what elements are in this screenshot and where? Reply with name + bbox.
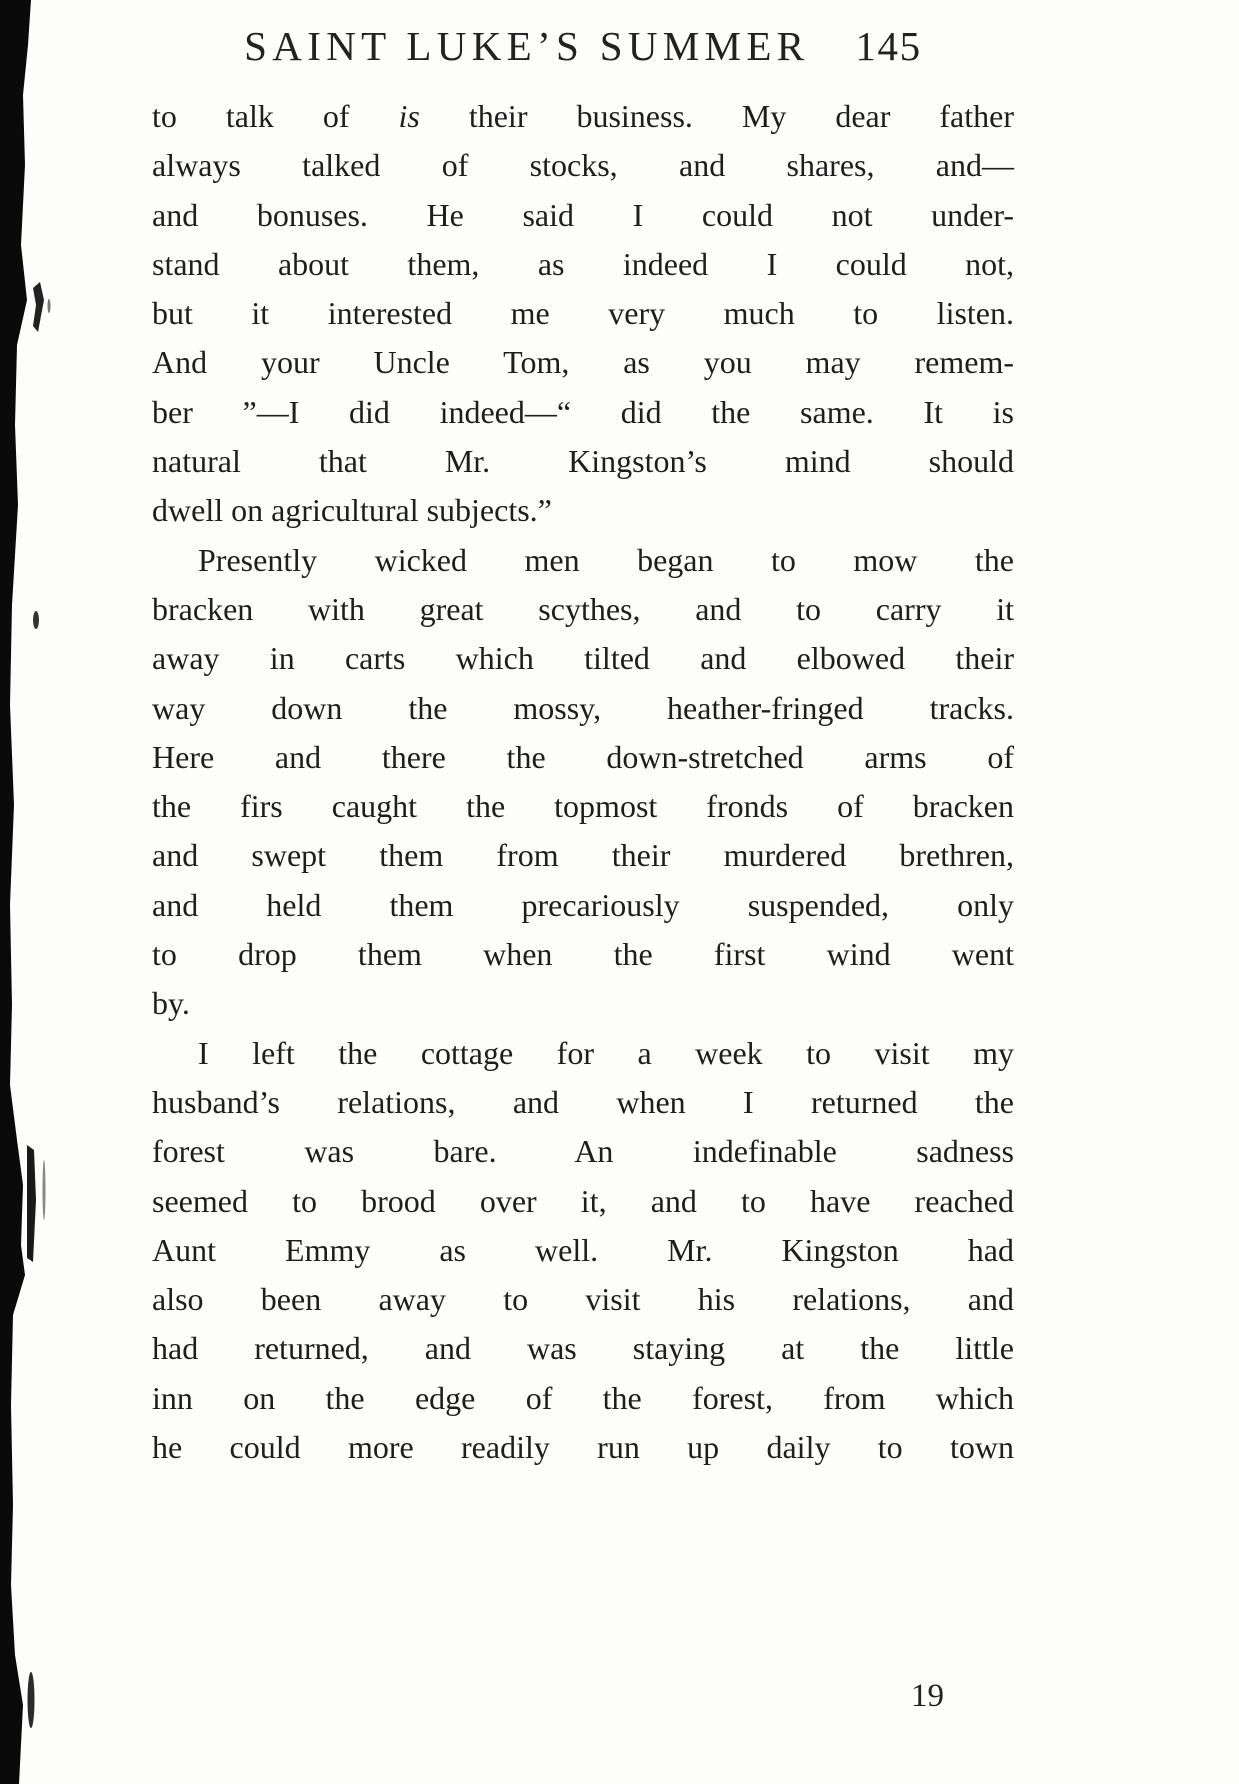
body-text [152, 92, 1014, 1472]
text-line: way down the mossy, heather-fringed tracks. [152, 689, 1014, 726]
text-line: away in carts which tilted and elbowed their [152, 640, 1014, 677]
text-line: the firs caught the topmost fronds of bracken [152, 788, 1014, 825]
header-page-number: 145 [855, 23, 922, 69]
header-title: SAINT LUKE’S SUMMER [244, 23, 810, 69]
text-line: had returned, and was staying at the little [152, 1330, 1014, 1367]
text-line: but it interested me very much to listen. [152, 295, 1014, 332]
text-line: always talked of stocks, and shares, and— [152, 147, 1014, 184]
text-line [152, 92, 1014, 141]
text-line: inn on the edge of the forest, from which [152, 1379, 1014, 1416]
paragraph [152, 1029, 1014, 1473]
binding-edge-artifact [0, 0, 70, 1784]
text-line: Aunt Emmy as well. Mr. Kingston had [152, 1231, 1014, 1268]
text-line: to drop them when the first wind went [152, 936, 1014, 973]
text-line: stand about them, as indeed I could not, [152, 245, 1014, 282]
text-line: ber ”—I did indeed—“ did the same. It is [152, 393, 1014, 430]
text-line: by. [152, 985, 190, 1022]
text-line: and bonuses. He said I could not under- [152, 196, 1014, 233]
text-line: he could more readily run up daily to town [152, 1429, 1014, 1466]
text-line: Here and there the down-stretched arms of [152, 738, 1014, 775]
text-segment: their business. My dear father [419, 98, 1015, 134]
paragraph [152, 92, 1014, 536]
page-footer [152, 1678, 944, 1715]
running-header [152, 22, 1014, 70]
text-line: and held them precariously suspended, only [152, 886, 1014, 923]
text-line: I left the cottage for a week to visit my [198, 1034, 1014, 1071]
text-line: husband’s relations, and when I returned the [152, 1083, 1014, 1120]
text-line: And your Uncle Tom, as you may remem- [152, 344, 1014, 381]
text-line: also been away to visit his relations, and [152, 1281, 1014, 1318]
text-line: natural that Mr. Kingston’s mind should [152, 443, 1014, 480]
text-segment: to talk of [152, 98, 399, 134]
text-line: and swept them from their murdered brethren, [152, 837, 1014, 874]
text-line: dwell on agricultural subjects.” [152, 492, 552, 529]
italic-word: is [398, 98, 420, 134]
signature-number: 19 [911, 1678, 944, 1714]
text-line: bracken with great scythes, and to carry it [152, 590, 1014, 627]
text-line: Presently wicked men began to mow the [198, 541, 1014, 578]
text-line: seemed to brood over it, and to have reached [152, 1182, 1014, 1219]
paragraph [152, 536, 1014, 1029]
text-line: forest was bare. An indefinable sadness [152, 1133, 1014, 1170]
